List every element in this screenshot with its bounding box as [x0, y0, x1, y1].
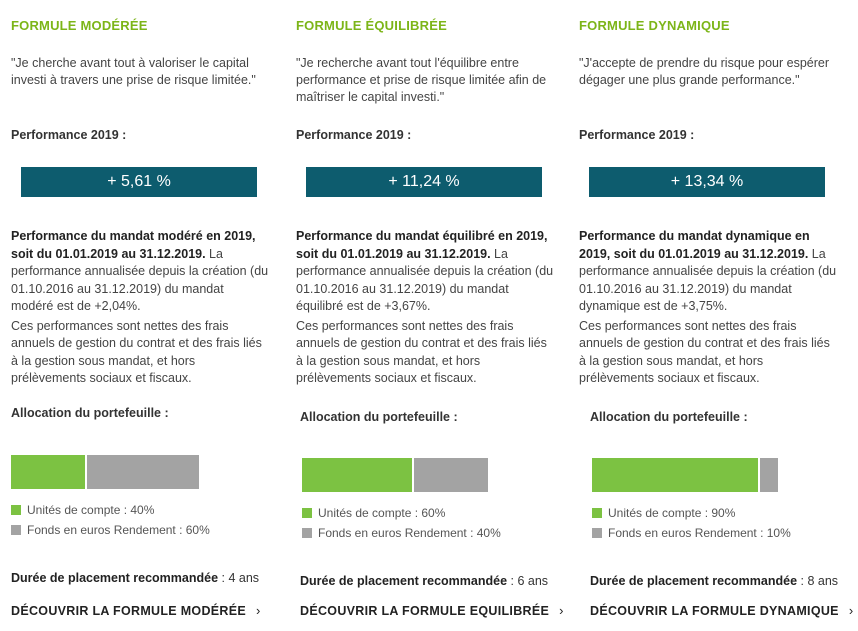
fe-swatch: [11, 525, 21, 535]
allocation-label: Allocation du portefeuille :: [11, 406, 169, 420]
performance-description: [579, 228, 837, 388]
discover-equilibree-link[interactable]: [300, 603, 564, 618]
duration-value: : 6 ans: [507, 574, 549, 588]
performance-value-badge: + 5,61 %: [21, 167, 257, 197]
uc-legend-label: Unités de compte : 60%: [318, 506, 446, 520]
duration-label: Durée de placement recommandée: [300, 574, 508, 588]
performance-description: [11, 228, 269, 388]
allocation-legend: [592, 503, 791, 543]
formula-card-equilibree: [296, 0, 564, 631]
description-rest: La performance annualisée depuis la création (du 01.10.2016 au 31.12.2019) du mandat dynamique est de +3,75%.: [579, 246, 837, 313]
allocation-uc-segment: [302, 458, 412, 492]
fees-note: Ces performances sont nettes des frais annuels de gestion du contrat et des frais liés à la gestion sous mandat, et hors prélèvements sociaux et fiscaux.: [296, 318, 547, 385]
description-rest: La performance annualisée depuis la création (du 01.10.2016 au 31.12.2019) du mandat équilibré est de +3,67%.: [296, 246, 554, 313]
allocation-fe-segment: [414, 458, 488, 492]
fe-legend-label: Fonds en euros Rendement : 40%: [318, 526, 501, 540]
performance-label: Performance 2019 :: [579, 128, 695, 142]
discover-moderee-link[interactable]: [11, 603, 261, 618]
uc-legend-label: Unités de compte : 90%: [608, 506, 736, 520]
formula-quote: "Je recherche avant tout l'équilibre entre performance et prise de risque limitée afin de maîtriser le capital investi.": [296, 56, 547, 104]
chevron-right-icon: ›: [559, 603, 564, 618]
allocation-legend: [302, 503, 501, 543]
duration-value: : 4 ans: [218, 571, 260, 585]
performance-value-badge: + 13,34 %: [589, 167, 825, 197]
fees-note: Ces performances sont nettes des frais annuels de gestion du contrat et des frais liés à la gestion sous mandat, et hors prélèvements sociaux et fiscaux.: [11, 318, 262, 385]
formula-title: FORMULE ÉQUILIBRÉE: [296, 18, 447, 33]
duration-value: : 8 ans: [797, 574, 839, 588]
fe-legend-label: Fonds en euros Rendement : 10%: [608, 526, 791, 540]
allocation-uc-segment: [592, 458, 758, 492]
allocation-fe-segment: [87, 455, 199, 489]
fees-note: Ces performances sont nettes des frais annuels de gestion du contrat et des frais liés à la gestion sous mandat, et hors prélèvements sociaux et fiscaux.: [579, 318, 830, 385]
description-rest: La performance annualisée depuis la création (du 01.10.2016 au 31.12.2019) du mandat modéré est de +2,04%.: [11, 246, 269, 313]
fe-swatch: [592, 528, 602, 538]
uc-swatch: [592, 508, 602, 518]
cta-label: DÉCOUVRIR LA FORMULE MODÉRÉE: [11, 603, 247, 618]
formula-card-moderee: [11, 0, 273, 631]
description-bold: Performance du mandat modéré en 2019, soit du 01.01.2019 au 31.12.2019.: [11, 229, 256, 261]
uc-swatch: [11, 505, 21, 515]
formula-quote: "J'accepte de prendre du risque pour espérer dégager une plus grande performance.": [579, 56, 830, 87]
duration-label: Durée de placement recommandée: [590, 574, 798, 588]
fe-legend-label: Fonds en euros Rendement : 60%: [27, 523, 210, 537]
performance-description: [296, 228, 554, 388]
allocation-uc-segment: [11, 455, 85, 489]
formula-quote: "Je cherche avant tout à valoriser le capital investi à travers une prise de risque limitée.": [11, 56, 256, 87]
allocation-bar: [592, 458, 778, 492]
allocation-label: Allocation du portefeuille :: [300, 410, 458, 424]
allocation-legend: [11, 500, 210, 540]
chevron-right-icon: ›: [256, 603, 261, 618]
performance-value-badge: + 11,24 %: [306, 167, 542, 197]
allocation-bar: [302, 458, 488, 492]
discover-dynamique-link[interactable]: [590, 603, 853, 618]
recommended-duration: [300, 574, 548, 588]
formula-card-dynamique: [579, 0, 854, 631]
fe-swatch: [302, 528, 312, 538]
performance-label: Performance 2019 :: [11, 128, 127, 142]
recommended-duration: [11, 571, 259, 585]
allocation-bar: [11, 455, 199, 489]
allocation-label: Allocation du portefeuille :: [590, 410, 748, 424]
uc-legend-label: Unités de compte : 40%: [27, 503, 155, 517]
description-bold: Performance du mandat dynamique en 2019, soit du 01.01.2019 au 31.12.2019.: [579, 229, 810, 261]
duration-label: Durée de placement recommandée: [11, 571, 219, 585]
recommended-duration: [590, 574, 838, 588]
allocation-fe-segment: [760, 458, 778, 492]
description-bold: Performance du mandat équilibré en 2019, soit du 01.01.2019 au 31.12.2019.: [296, 229, 548, 261]
chevron-right-icon: ›: [848, 603, 854, 618]
cta-label: DÉCOUVRIR LA FORMULE DYNAMIQUE: [590, 603, 839, 618]
cta-label: DÉCOUVRIR LA FORMULE EQUILIBRÉE: [300, 603, 550, 618]
performance-label: Performance 2019 :: [296, 128, 412, 142]
formula-title: FORMULE MODÉRÉE: [11, 18, 148, 33]
uc-swatch: [302, 508, 312, 518]
formula-title: FORMULE DYNAMIQUE: [579, 18, 730, 33]
